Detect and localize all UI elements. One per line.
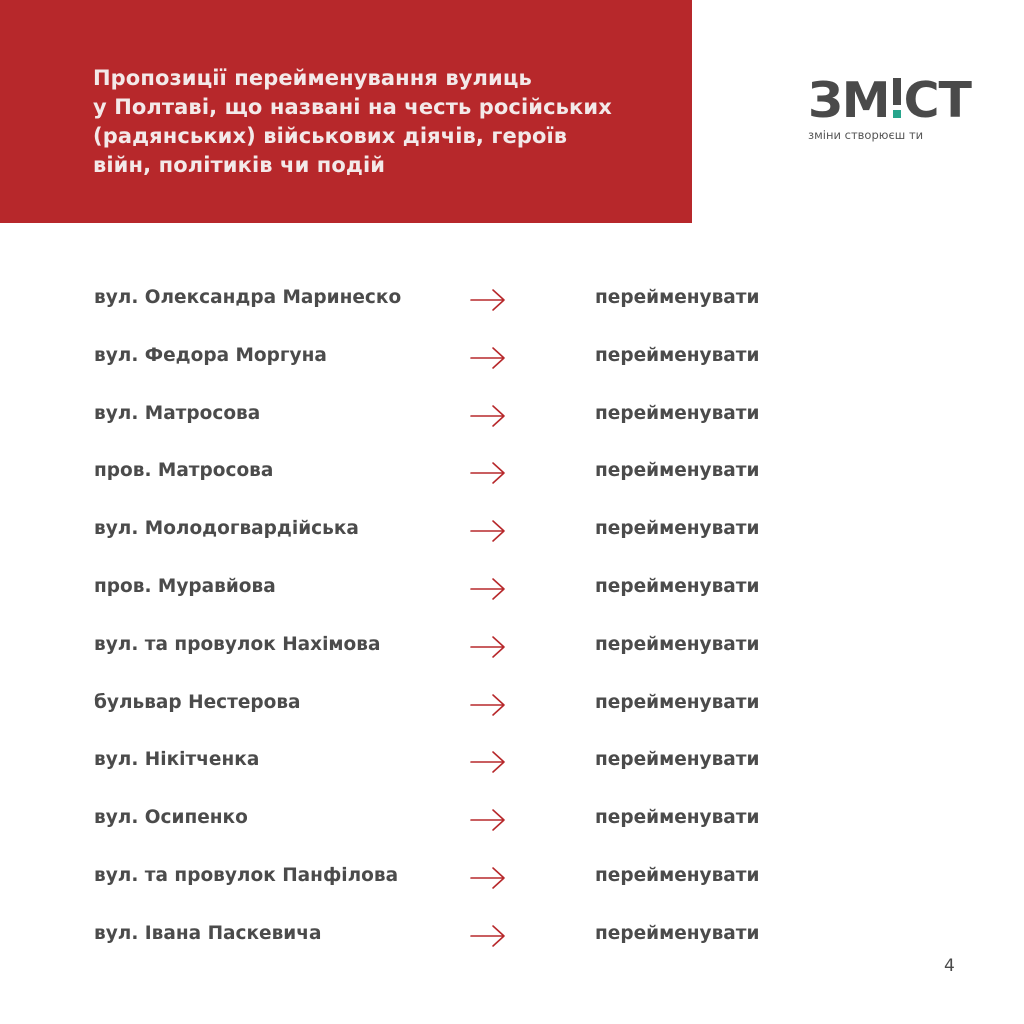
street-row (0, 501, 1024, 559)
title-line: війн, політиків чи подій (93, 153, 386, 177)
street-action: перейменувати (595, 807, 760, 829)
street-name: вул. Матросова (94, 402, 261, 424)
street-name: вул. Молодогвардійська (94, 518, 359, 540)
street-name: вул. Івана Паскевича (94, 922, 322, 944)
street-action: перейменувати (595, 575, 760, 597)
exclamation-icon (891, 74, 903, 120)
arrow-right-icon (470, 635, 506, 659)
street-action: перейменувати (595, 344, 760, 366)
arrow-right-icon (470, 404, 506, 428)
street-name: бульвар Нестерова (94, 691, 301, 713)
street-name: вул. та провулок Панфілова (94, 864, 399, 886)
arrow-right-icon (470, 577, 506, 601)
title-line: Пропозиції перейменування вулиць (93, 66, 532, 90)
arrow-right-icon (470, 461, 506, 485)
page-title (93, 64, 663, 180)
street-name: вул. Нікітченка (94, 749, 260, 771)
arrow-right-icon (470, 346, 506, 370)
street-name: вул. Олександра Маринеско (94, 287, 402, 308)
page-number: 4 (944, 956, 955, 976)
logo-wordmark (808, 72, 971, 129)
street-name: вул. Федора Моргуна (94, 344, 327, 366)
street-row (0, 675, 1024, 733)
street-action: перейменувати (595, 633, 760, 655)
arrow-right-icon (470, 866, 506, 890)
street-row (0, 906, 1024, 964)
street-row (0, 559, 1024, 617)
street-row (0, 386, 1024, 444)
logo-word-left: ЗМ (808, 72, 890, 129)
street-name: пров. Муравйова (94, 575, 276, 597)
zmist-logo (808, 72, 971, 154)
street-row (0, 848, 1024, 906)
street-action: перейменувати (595, 691, 760, 713)
street-action: перейменувати (595, 402, 760, 424)
street-name: пров. Матросова (94, 460, 274, 482)
arrow-right-icon (470, 519, 506, 543)
street-name: вул. та провулок Нахімова (94, 633, 381, 655)
street-action: перейменувати (595, 518, 760, 540)
header-panel (0, 0, 692, 223)
street-action: перейменувати (595, 749, 760, 771)
logo-word-right: СТ (903, 72, 971, 129)
arrow-right-icon (470, 288, 506, 312)
arrow-right-icon (470, 808, 506, 832)
street-action: перейменувати (595, 287, 760, 308)
arrow-right-icon (470, 924, 506, 948)
street-row (0, 617, 1024, 675)
street-action: перейменувати (595, 922, 760, 944)
street-row (0, 270, 1024, 328)
arrow-right-icon (470, 693, 506, 717)
street-row (0, 732, 1024, 790)
street-row (0, 790, 1024, 848)
street-action: перейменувати (595, 460, 760, 482)
logo-tagline: зміни створюєш ти (808, 128, 924, 142)
street-action: перейменувати (595, 864, 760, 886)
arrow-right-icon (470, 750, 506, 774)
street-row (0, 328, 1024, 386)
street-row (0, 443, 1024, 501)
title-line: у Полтаві, що названі на честь російських (93, 95, 612, 119)
title-line: (радянських) військових діячів, героїв (93, 124, 568, 148)
street-list (0, 270, 1024, 964)
street-name: вул. Осипенко (94, 807, 248, 829)
